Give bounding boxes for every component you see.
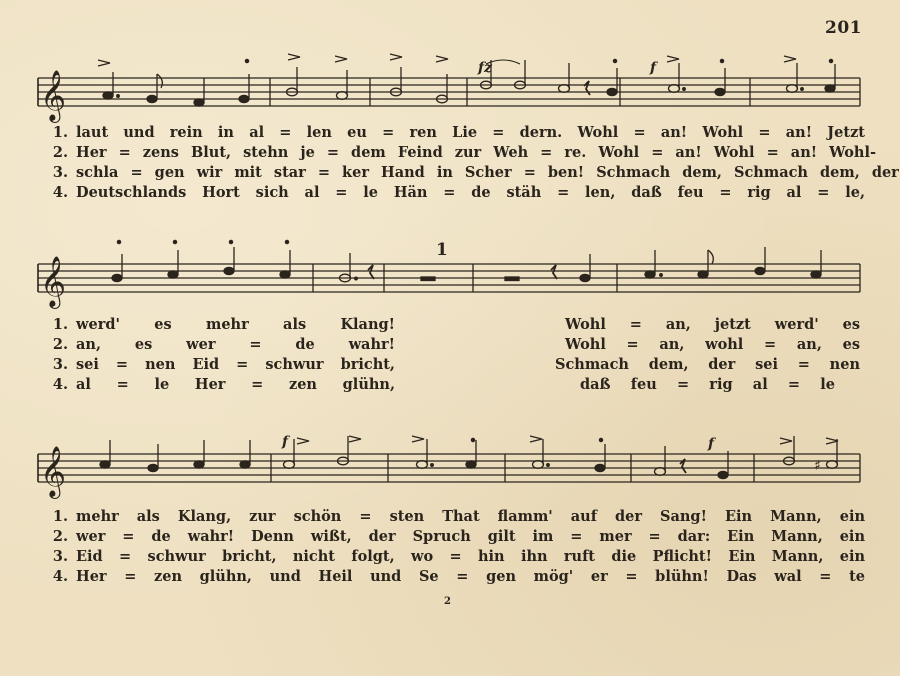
printer-signature: 2 xyxy=(444,596,451,607)
treble-clef-icon: 𝄞 xyxy=(40,70,67,121)
verse-number: 4. xyxy=(52,184,68,201)
verse-text: Wohl = an, wohl = an, es xyxy=(565,336,860,353)
rehearsal-mark: 1 xyxy=(436,240,448,260)
verse-text: Schmach dem, der sei = nen xyxy=(555,356,860,373)
verse-number: 4. xyxy=(52,568,68,585)
lyric-line xyxy=(50,124,865,144)
verse-number: 1. xyxy=(52,508,68,525)
treble-clef-icon: 𝄞 xyxy=(40,256,67,307)
verse-number: 2. xyxy=(52,528,68,545)
verse-text: daß feu = rig al = le xyxy=(580,376,835,393)
lyric-line xyxy=(50,508,865,528)
verse-number: 2. xyxy=(52,144,68,161)
treble-clef-icon: 𝄞 xyxy=(40,446,67,497)
verse-text: Her = zens Blut, stehn je = dem Feind zur Weh = re. Wohl = an! Wohl = an! Wohl- xyxy=(76,144,876,161)
lyric-line xyxy=(50,568,865,588)
verse-text: werd' es mehr als Klang! xyxy=(76,316,395,333)
dynamic-forte: f xyxy=(650,60,657,76)
lyric-line xyxy=(50,356,865,376)
music-staff-system-2 xyxy=(0,236,900,312)
lyric-line xyxy=(50,336,865,356)
verse-number: 3. xyxy=(52,164,68,181)
verse-text: al = le Her = zen glühn, xyxy=(76,376,395,393)
verse-text: sei = nen Eid = schwur bricht, xyxy=(76,356,395,373)
verse-text: wer = de wahr! Denn wißt, der Spruch gilt im = mer = dar: Ein Mann, ein xyxy=(76,528,865,545)
lyric-line xyxy=(50,316,865,336)
lyric-line xyxy=(50,548,865,568)
verse-text: schla = gen wir mit star = ker Hand in Scher = ben! Schmach dem, Schmach dem, der xyxy=(76,164,899,181)
verse-number: 1. xyxy=(52,316,68,333)
verse-number: 3. xyxy=(52,356,68,373)
verse-number: 3. xyxy=(52,548,68,565)
lyric-line xyxy=(50,376,865,396)
verse-text: Wohl = an, jetzt werd' es xyxy=(565,316,860,333)
dynamic-forte: f xyxy=(282,434,289,450)
page-number: 201 xyxy=(825,18,862,38)
lyric-line xyxy=(50,184,865,204)
lyrics-system-1 xyxy=(50,124,899,204)
verse-text: an, es wer = de wahr! xyxy=(76,336,395,353)
dynamic-forte: f xyxy=(708,436,715,452)
verse-number: 1. xyxy=(52,124,68,141)
verse-text: Deutschlands Hort sich al = le Hän = de stäh = len, daß feu = rig al = le, xyxy=(76,184,865,201)
lyric-line xyxy=(50,528,865,548)
verse-number: 4. xyxy=(52,376,68,393)
music-staff-system-3 xyxy=(0,432,900,512)
lyrics-system-2 xyxy=(50,316,865,396)
verse-text: Her = zen glühn, und Heil und Se = gen mög' er = blühn! Das wal = te xyxy=(76,568,865,585)
verse-text: laut und rein in al = len eu = ren Lie = dern. Wohl = an! Wohl = an! Jetzt xyxy=(76,124,865,141)
sharp-icon: ♯ xyxy=(814,458,821,474)
verse-number: 2. xyxy=(52,336,68,353)
dynamic-sfz: fz xyxy=(478,60,492,76)
verse-text: Eid = schwur bricht, nicht folgt, wo = hin ihn ruft die Pflicht! Ein Mann, ein xyxy=(76,548,865,565)
lyric-line xyxy=(50,144,876,164)
lyric-line xyxy=(50,164,899,184)
lyrics-system-3 xyxy=(50,508,865,588)
music-staff-system-1 xyxy=(0,52,900,124)
verse-text: mehr als Klang, zur schön = sten That flamm' auf der Sang! Ein Mann, ein xyxy=(76,508,865,525)
